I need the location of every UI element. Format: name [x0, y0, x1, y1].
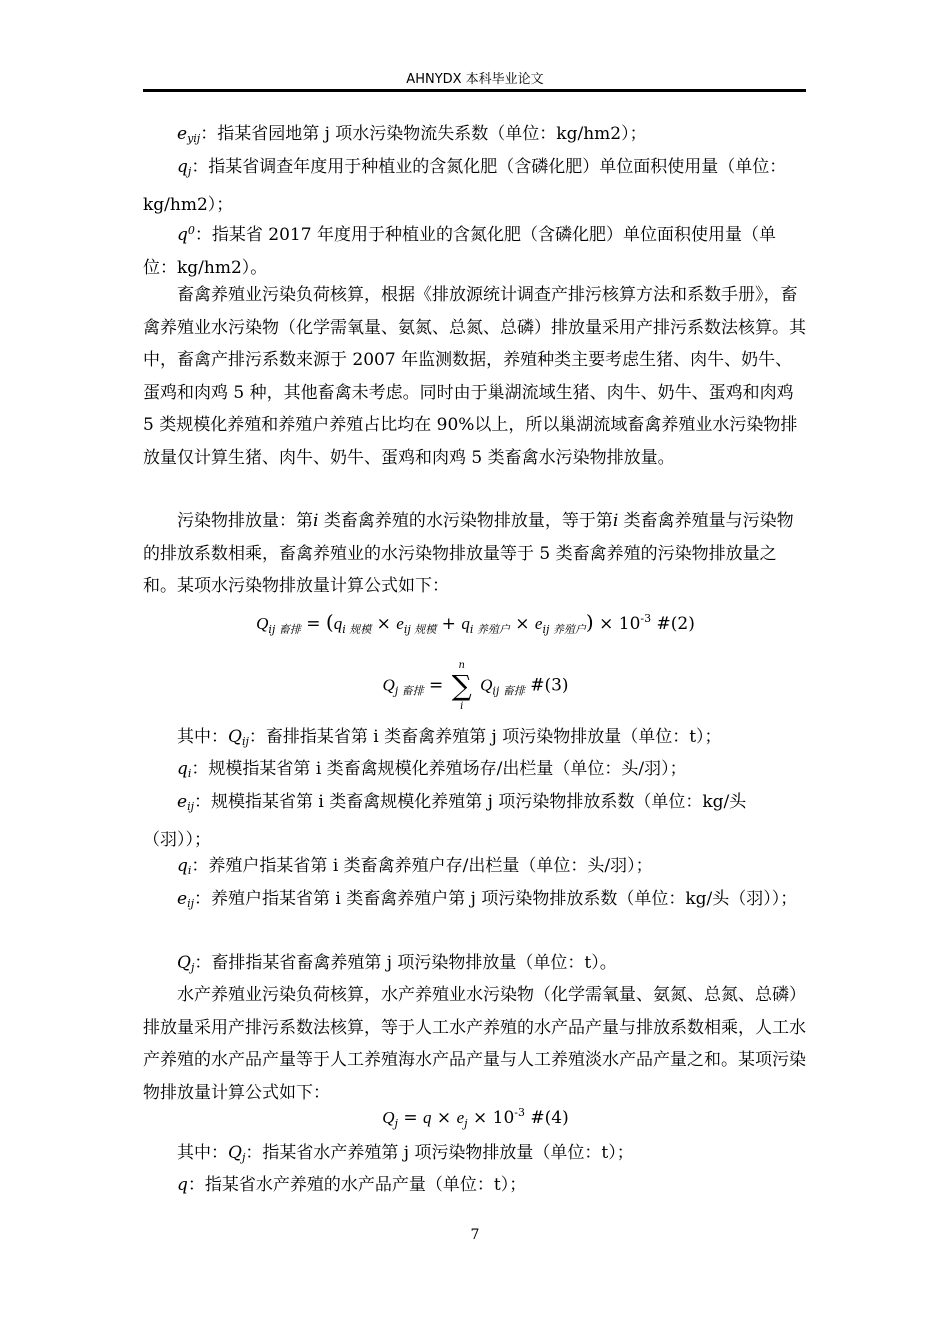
def-eij-household: eij：养殖户指某省第 i 类畜禽养殖户第 j 项污染物排放系数（单位：kg/头（羽））；: [177, 889, 798, 910]
def-eyij: eyij：指某省园地第 j 项水污染物流失系数（单位：kg/hm2）；: [177, 124, 647, 145]
equation-3: $Q_{j 畜排}$ = n ∑ i $Q_{ij 畜排}$ #(3): [382, 660, 569, 712]
equation-4: $Q_j = q \times e_j \times 10^{-3}$ #(4): [382, 1106, 569, 1130]
paragraph-aquaculture: 水产养殖业污染负荷核算，水产养殖业水污染物（化学需氧量、氨氮、总氮、总磷）排放量采用产排污系数法核算，等于人工水产养殖的水产品产量与排放系数相乘，人工水产养殖的水产品产量等于人工养殖海水产品产量与人工养殖淡水产品产量之和。某项污染物排放量计算公式如下：: [143, 985, 806, 1103]
summation-icon: n ∑ i: [451, 660, 472, 712]
def-qi-household: qi：养殖户指某省第 i 类畜禽养殖户存/出栏量（单位：头/羽）；: [177, 856, 653, 877]
def-Qij: 其中：Qij：畜排指某省第 i 类畜禽养殖第 j 项污染物排放量（单位：t）；: [177, 727, 722, 748]
page-number: 7: [470, 1227, 480, 1243]
def-qi-scale: qi：规模指某省第 i 类畜禽规模化养殖场存/出栏量（单位：头/羽）；: [177, 759, 687, 780]
paragraph-emission: 污染物排放量：第i 类畜禽养殖的水污染物排放量，等于第i 类畜禽养殖量与污染物的排放系数相乘，畜禽养殖业的水污染物排放量等于 5 类畜禽养殖的污染物排放量之和。某项水污染物排放量计算公式如下：: [143, 511, 794, 596]
def-qj: qj：指某省调查年度用于种植业的含氮化肥（含磷化肥）单位面积使用量（单位：kg/hm2）；: [143, 157, 787, 215]
def-Qj-livestock: Qj：畜排指某省畜禽养殖第 j 项污染物排放量（单位：t）。: [177, 953, 617, 974]
def-q0: $q^0$：指某省 2017 年度用于种植业的含氮化肥（含磷化肥）单位面积使用量（单位：kg/hm2）。: [143, 224, 776, 278]
paragraph-livestock-intro: 畜禽养殖业污染负荷核算，根据《排放源统计调查产排污核算方法和系数手册》，畜禽养殖业水污染物（化学需氧量、氨氮、总氮、总磷）排放量采用产排污系数法核算。其中，畜禽产排污系数来源于 2007 年监测数据，养殖种类主要考虑生猪、肉牛、奶牛、蛋鸡和肉鸡 5 种，其他畜禽未考虑。同时由于巢湖流域生猪、肉牛、奶牛、蛋鸡和肉鸡 5 类规模化养殖和养殖户养殖占比均在 90%以上，所以巢湖流域畜禽养殖业水污染物排放量仅计算生猪、肉牛、奶牛、蛋鸡和肉鸡 5 类畜禽水污染物排放量。: [143, 285, 806, 468]
page-header-title: AHNYDX 本科毕业论文: [406, 72, 544, 87]
equation-2: $Q_{ij 畜排} = (q_{i 规模} \times e_{ij 规模} + q_{i 养殖户} \times e_{ij 养殖户}) \times 10^{-3}$ #(2): [256, 610, 695, 636]
header-rule: [143, 89, 806, 92]
def-q-aquaculture: q：指某省水产养殖的水产品产量（单位：t）；: [177, 1175, 527, 1195]
def-eij-scale: eij：规模指某省第 i 类畜禽规模化养殖第 j 项污染物排放系数（单位：kg/头（羽））；: [143, 792, 747, 850]
def-Qj-aquaculture: 其中：Qj：指某省水产养殖第 j 项污染物排放量（单位：t）；: [177, 1143, 634, 1164]
